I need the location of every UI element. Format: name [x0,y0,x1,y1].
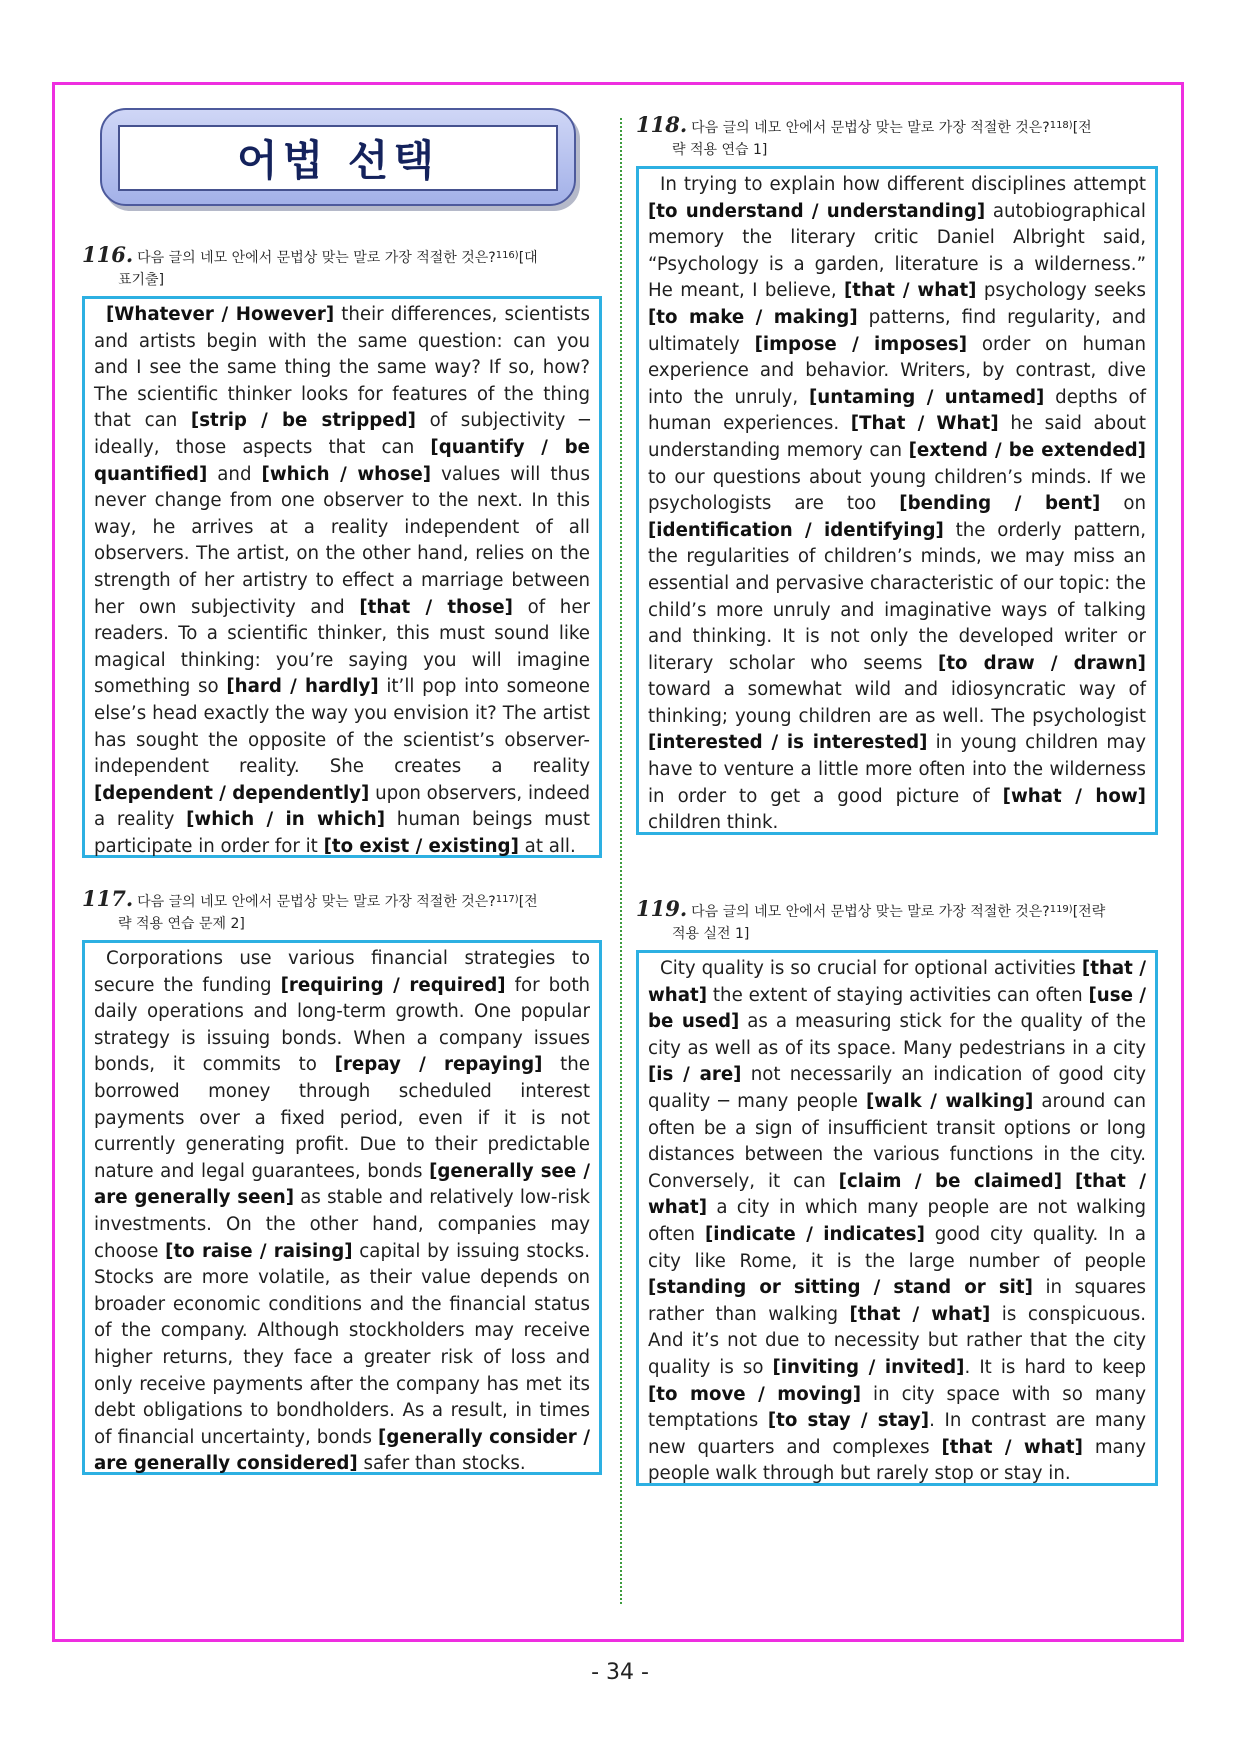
question-116-header [82,244,602,291]
answer-choice: [to make / making] [648,306,858,328]
answer-choice: [which / in which] [186,809,386,831]
passage-box-118 [636,166,1158,835]
footnote-ref: 118) [1049,120,1073,131]
question-118-header [636,114,1156,161]
answer-choice: [to raise / raising] [165,1240,353,1262]
question-number: 119. [636,896,688,921]
footnote-ref: 116) [495,250,519,261]
question-number: 116. [82,242,134,267]
answer-choice: [that / what] [648,1170,1146,1219]
answer-choice: [which / whose] [261,463,432,485]
source-label: [전 [518,894,538,910]
source-label-continued: 표기출] [118,272,165,288]
passage-text: In trying to explain how different disciplines attempt [to understand / understanding] autobiographical memory the literary critic Daniel Albright said, “Psychology is a garden, literature is a wilderness.” He meant, I believe, [that / what] psychology seeks [to make / making] patterns, find regularity, and ultimately [impose / imposes] order on human experience and behavior. Writers, by contrast, dive into the unruly, [untaming / untamed] depths of human experiences. [That / What] he said about understanding memory can [extend / be extended] to our questions about young children’s minds. If we psychologists are too [bending / bent] on [identification / identifying] the orderly pattern, the regularities of children’s minds, we may miss an essential and pervasive characteristic of our topic: the child’s more unruly and imaginative ways of talking and thinking. It is not only the developed writer or literary scholar who seems [to draw / drawn] toward a somewhat wild and idiosyncratic way of thinking; young children are as well. The psychologist [interested / is interested] in young children may have to venture a little more often into the wilderness in order to get a good picture of [what / how] children think. [648,174,1147,834]
answer-choice: [walk / walking] [865,1090,1034,1112]
answer-choice: [hard / hardly] [226,676,379,698]
answer-choice: [identification / identifying] [648,519,944,541]
passage-text: Corporations use various financial strategies to secure the funding [requiring / required] for both daily operations and long-term growth. One popular strategy is issuing bonds. When a company issues bonds, it commits to [repay / repaying] the borrowed money through scheduled interest payments over a fixed period, even if it is not currently generating profit. Due to their predictable nature and legal guarantees, bonds [generally see / are generally seen] as stable and relatively low-risk investments. On the other hand, companies may choose [to raise / raising] capital by issuing stocks. Stocks are more volatile, as their value depends on broader economic conditions and the financial status of the company. Although stockholders may receive higher returns, they face a greater risk of loss and only receive payments after the company has met its debt obligations to bondholders. As a result, in times of financial uncertainty, bonds [generally consider / are generally considered] safer than stocks. [94,948,591,1475]
answer-choice: [use / be used] [648,984,1146,1033]
source-label: [전략 [1072,904,1106,920]
answer-choice: [impose / imposes] [754,333,968,355]
answer-choice: [to move / moving] [648,1383,862,1405]
passage-text: [Whatever / However] their differences, scientists and artists begin with the same question: can you and I see the same thing the same way? If so, how? The scientific thinker looks for features of the thing that can [strip / be stripped] of subjectivity ─ ideally, those aspects that can [quantify / be quantified] and [which / whose] values will thus never change from one observer to the next. In this way, he arrives at a reality independent of all observers. The artist, on the other hand, relies on the strength of her artistry to effect a marriage between her own subjectivity and [that / those] of her readers. To a scientific thinker, this must sound like magical thinking: you’re saying you will imagine something so [hard / hardly] it’ll pop into someone else’s head exactly the way you envision it? The artist has sought the opposite of the scientist’s observer-independent reality. She creates a reality [dependent / dependently] upon observers, indeed a reality [which / in which] human beings must participate in order for it [to exist / existing] at all. [94,304,591,857]
answer-choice: [extend / be extended] [908,439,1146,461]
source-label-continued: 략 적용 연습 1] [672,142,768,158]
answer-choice: [that / what] [941,1436,1083,1458]
title-banner [100,108,576,206]
passage-box-116 [82,296,602,858]
question-119-header [636,898,1158,945]
answer-choice: [indicate / indicates] [704,1223,925,1245]
answer-choice: [that / what] [849,1303,991,1325]
answer-choice: [standing or sitting / stand or sit] [648,1277,1033,1299]
passage-box-119 [636,950,1158,1486]
question-number: 117. [82,886,134,911]
title-banner-inner [118,125,558,191]
answer-choice: [that / what] [844,280,977,302]
question-prompt: 다음 글의 네모 안에서 문법상 맞는 말로 가장 적절한 것은? [691,904,1050,920]
answer-choice: [generally see / are generally seen] [94,1160,590,1209]
question-117-header [82,888,602,935]
answer-choice: [to draw / drawn] [938,652,1146,674]
footnote-ref: 119) [1049,904,1073,915]
answer-choice: [to stay / stay] [767,1410,930,1432]
footnote-ref: 117) [495,894,519,905]
answer-choice: [that / what] [648,958,1146,1006]
answer-choice: [inviting / invited] [772,1356,965,1378]
answer-choice: [bending / bent] [899,493,1101,515]
answer-choice: [generally consider / are generally considered] [94,1426,590,1475]
question-prompt: 다음 글의 네모 안에서 문법상 맞는 말로 가장 적절한 것은? [691,120,1050,136]
source-label: [대 [518,250,538,266]
answer-choice: [what / how] [1002,785,1146,807]
passage-box-117 [82,940,602,1475]
source-label-continued: 적용 실전 1] [672,926,750,942]
column-divider [620,118,622,1604]
passage-text: City quality is so crucial for optional activities [that / what] the extent of staying activities can often [use / be used] as a measuring stick for the quality of the city as well as of its space. Many pedestrians in a city [is / are] not necessarily an indication of good city quality ─ many people [walk / walking] around can often be a sign of insufficient transit options or long distances between the various functions in the city. Conversely, it can [claim / be claimed] [that / what] a city in which many people are not walking often [indicate / indicates] good city quality. In a city like Rome, it is the large number of people [standing or sitting / stand or sit] in squares rather than walking [that / what] is conspicuous. And it’s not due to necessity but rather that the city quality is so [inviting / invited]. It is hard to keep [to move / moving] in city space with so many temptations [to stay / stay]. In contrast are many new quarters and complexes [that / what] many people walk through but rarely stop or stay in. [648,958,1147,1485]
answer-choice: [requiring / required] [280,974,506,996]
source-label: [전 [1072,120,1092,136]
answer-choice: [dependent / dependently] [94,782,370,804]
answer-choice: [is / are] [648,1064,742,1086]
answer-choice: [That / What] [850,413,999,435]
answer-choice: [claim / be claimed] [838,1170,1063,1192]
answer-choice: [quantify / be quantified] [94,436,590,485]
answer-choice: [Whatever / However] [106,304,335,325]
answer-choice: [strip / be stripped] [190,410,416,432]
question-number: 118. [636,112,688,137]
answer-choice: [that / those] [359,596,513,618]
question-prompt: 다음 글의 네모 안에서 문법상 맞는 말로 가장 적절한 것은? [137,894,496,910]
answer-choice: [to understand / understanding] [648,200,986,222]
source-label-continued: 략 적용 연습 문제 2] [118,916,245,932]
answer-choice: [repay / repaying] [334,1054,543,1076]
page-title: 어법 선택 [237,136,439,185]
question-prompt: 다음 글의 네모 안에서 문법상 맞는 말로 가장 적절한 것은? [137,250,496,266]
answer-choice: [interested / is interested] [648,732,928,754]
page-number: - 34 - [591,1660,649,1685]
answer-choice: [untaming / untamed] [808,386,1045,408]
answer-choice: [to exist / existing] [323,835,519,857]
